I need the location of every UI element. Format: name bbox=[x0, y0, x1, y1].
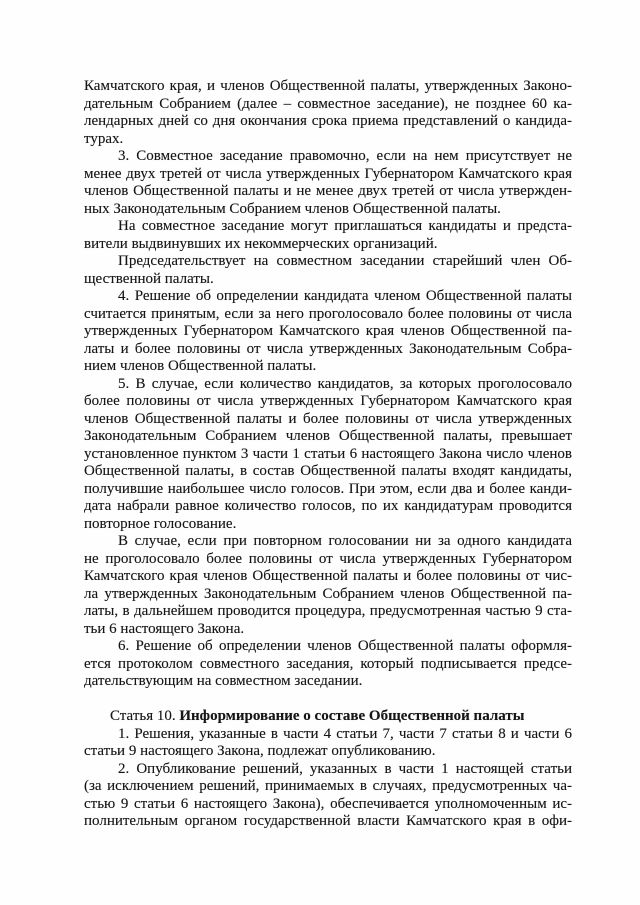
text-line: вители выдвинувших их некоммерческих организаций. bbox=[84, 235, 438, 252]
text-line: турах. bbox=[84, 130, 124, 147]
text-line: дательным Собранием (далее – совместное заседание), не позднее 60 ка- bbox=[84, 95, 572, 112]
text-line: 5. В случае, если количество кандидатов, за которых проголосовало bbox=[118, 375, 572, 392]
text-line: более половины от числа утвержденных Губернатором Камчатского края bbox=[84, 393, 572, 409]
paragraph-chairing bbox=[84, 253, 572, 288]
text-line: 2. Опубликование решений, указанных в части 1 настоящей статьи bbox=[118, 760, 572, 777]
text-line: менее двух третей от числа утвержденных Губернатором Камчатского края bbox=[84, 165, 572, 182]
text-line: Камчатского края членов Общественной палаты и более половины от чис- bbox=[84, 568, 572, 584]
text-line: полнительным органом государственной власти Камчатского края в офи- bbox=[84, 813, 572, 829]
text-line: Общественной палаты, в состав Общественной палаты входят кандидаты, bbox=[84, 463, 572, 479]
text-line: На совместное заседание могут приглашаться кандидаты и предста- bbox=[118, 218, 572, 234]
text-line: Законодательным Собранием членов Общественной палаты, превышает bbox=[84, 428, 572, 444]
paragraph-part-3 bbox=[84, 148, 572, 218]
text-line: статьи 9 настоящего Закона, подлежат опубликованию. bbox=[84, 743, 436, 759]
text-line: 6. Решение об определении членов Общественной палаты оформля- bbox=[118, 638, 572, 654]
text-line: 4. Решение об определении кандидата членом Общественной палаты bbox=[118, 288, 572, 304]
text-line: получившие наибольшее число голосов. При этом, если два и более канди- bbox=[84, 480, 572, 497]
article-heading bbox=[84, 708, 572, 726]
text-line: нием членов Общественной палаты. bbox=[84, 358, 317, 374]
text-line: латы и более половины от числа утвержденных Законодательным Собра- bbox=[84, 340, 572, 357]
text-line: членов Общественной палаты и не менее двух третей от числа утвержден- bbox=[84, 183, 572, 199]
text-line: дательствующим на совместном заседании. bbox=[84, 673, 363, 689]
article-title: Информирование о составе Общественной палаты bbox=[179, 708, 525, 724]
text-line: В случае, если при повторном голосовании ни за одного кандидата bbox=[118, 533, 572, 549]
text-line: ется протоколом совместного заседания, который подписывается предсе- bbox=[84, 655, 572, 672]
text-line: стью 9 статьи 6 настоящего Закона), обеспечивается уполномоченным ис- bbox=[84, 795, 572, 812]
text-line: латы, в дальнейшем проводится процедура, предусмотренная частью 9 ста- bbox=[84, 603, 572, 619]
paragraph-part-4 bbox=[84, 288, 572, 376]
text-line: (за исключением решений, принимаемых в случаях, предусмотренных ча- bbox=[84, 778, 572, 794]
text-line: считается принятым, если за него проголосовало более половины от числа bbox=[84, 305, 572, 322]
text-line: 3. Совместное заседание правомочно, если на нем присутствует не bbox=[118, 148, 572, 164]
text-line: лендарных дней со дня окончания срока приема представлений о кандида- bbox=[84, 113, 572, 129]
paragraph-part-6 bbox=[84, 638, 572, 691]
text-line: не проголосовало более половины от числа утвержденных Губернатором bbox=[84, 550, 572, 567]
paragraph-invitations bbox=[84, 218, 572, 253]
paragraph-article10-part-2 bbox=[84, 761, 572, 831]
text-line: дата набрали равное количество голосов, по их кандидатурам проводится bbox=[84, 498, 572, 514]
blank-line bbox=[84, 691, 572, 709]
text-line: щественной палаты. bbox=[84, 270, 214, 287]
text-line: ла утвержденных Законодательным Собранием членов Общественной па- bbox=[84, 585, 572, 602]
article-number: Статья 10. bbox=[110, 708, 176, 724]
text-line: установленное пунктом 3 части 1 статьи 6 настоящего Закона число членов bbox=[84, 445, 572, 462]
text-line: членов Общественной палаты и более половины от числа утвержденных bbox=[84, 410, 572, 427]
paragraph-continuation bbox=[84, 78, 572, 148]
paragraph-repeat-vote bbox=[84, 533, 572, 638]
text-line: тьи 6 настоящего Закона. bbox=[84, 620, 245, 637]
paragraph-article10-part-1 bbox=[84, 726, 572, 761]
text-line: утвержденных Губернатором Камчатского края членов Общественной па- bbox=[84, 323, 572, 339]
text-line: Камчатского края, и членов Общественной палаты, утвержденных Законо- bbox=[84, 78, 572, 94]
text-line: Председательствует на совместном заседании старейший член Об- bbox=[118, 253, 572, 269]
document-body bbox=[84, 78, 572, 831]
text-line: 1. Решения, указанные в части 4 статьи 7, части 7 статьи 8 и части 6 bbox=[118, 725, 572, 742]
paragraph-part-5 bbox=[84, 376, 572, 534]
text-line: ных Законодательным Собранием членов Общественной палаты. bbox=[84, 200, 501, 217]
text-line: повторное голосование. bbox=[84, 515, 237, 532]
